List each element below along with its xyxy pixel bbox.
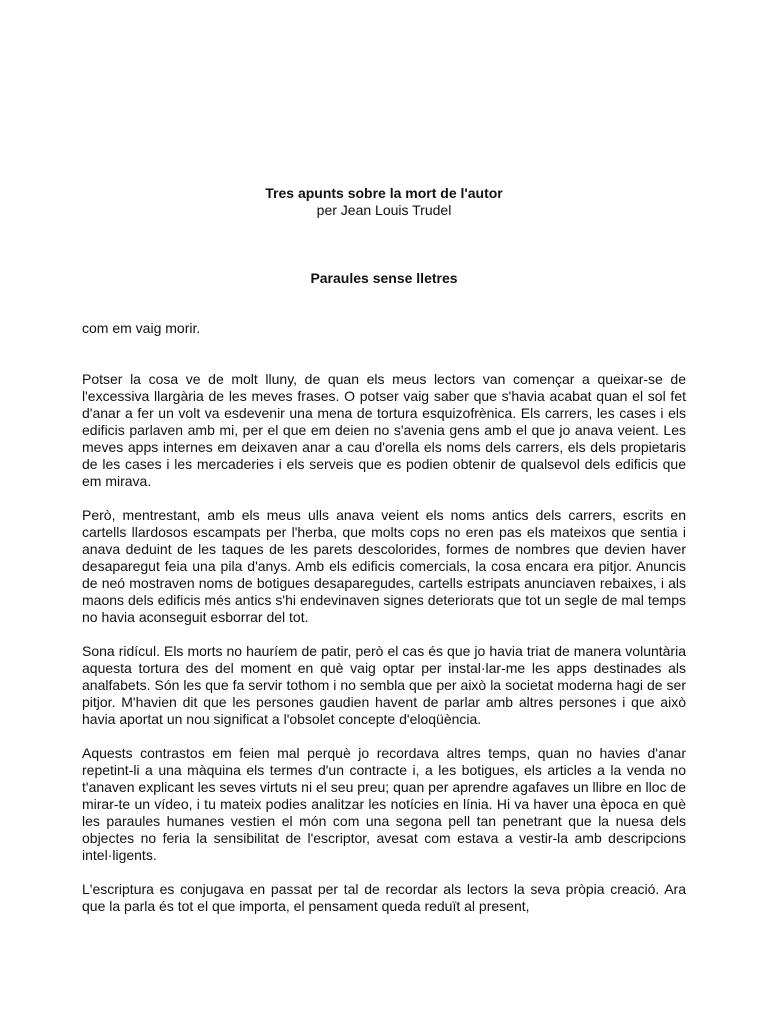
paragraph-2: Però, mentrestant, amb els meus ulls anava veient els noms antics dels carrers, escrits en cartells llardosos escampats per l'herba, que molts cops no eren pas els mateixos que sentia i anava deduint de les taques de les parets descolorides, formes de nombres que devien haver desaparegut feia una pila d'anys. Amb els edificis comercials, la cosa encara era pitjor. Anuncis de neó mostraven noms de botigues desaparegudes, cartells estripats anunciaven rebaixes, i als maons dels edificis més antics s'hi endevinaven signes deteriorats que tot un segle de mal temps no havia aconseguit esborrar del tot. (82, 507, 686, 625)
document-author: per Jean Louis Trudel (316, 202, 452, 218)
document-page (82, 185, 686, 914)
paragraph-3: Sona ridícul. Els morts no hauríem de patir, però el cas és que jo havia triat de manera voluntària aquesta tortura des del moment en què vaig optar per instal·lar-me les apps destinades als analfabets. Són les que fa servir tothom i no sembla que per això la societat moderna hagi de ser pitjor. M'havien dit que les persones gaudien havent de parlar amb altres persones i que això havia aportat un nou significat a l'obsolet concepte d'eloqüència. (82, 643, 686, 727)
paragraph-1: Potser la cosa ve de molt lluny, de quan els meus lectors van començar a queixar-se de l'excessiva llargària de les meves frases. O potser vaig saber que s'havia acabat quan el sol fet d'anar a fer un volt va esdevenir una mena de tortura esquizofrènica. Els carrers, les cases i els edificis parlaven amb mi, per el que em deien no s'avenia gens amb el que jo anava veient. Les meves apps internes em deixaven anar a cau d'orella els noms dels carrers, els dels propietaris de les cases i les mercaderies i els serveis que es podien obtenir de qualsevol dels edificis que em mirava. (82, 371, 686, 489)
document-title: Tres apunts sobre la mort de l'autor (265, 185, 503, 201)
opening-line: com em vaig morir. (82, 320, 201, 336)
paragraph-4: Aquests contrastos em feien mal perquè jo recordava altres temps, quan no havies d'anar repetint-li a una màquina els termes d'un contracte i, a les botigues, els articles a la venda no t'anaven explicant les seves virtuts ni el seu preu; quan per aprendre agafaves un llibre en lloc de mirar-te un vídeo, i tu mateix podies analitzar les notícies en línia. Hi va haver una època en què les paraules humanes vestien el món com una segona pell tan penetrant que la nuesa dels objectes no feria la sensibilitat de l'escriptor, avesat com estava a vestir-la amb descripcions intel·ligents. (82, 745, 686, 863)
section-title: Paraules sense lletres (310, 270, 458, 286)
paragraph-5: L'escriptura es conjugava en passat per tal de recordar als lectors la seva pròpia creació. Ara que la parla és tot el que importa, el pensament queda reduït al present, (82, 881, 686, 914)
body-text (82, 320, 686, 932)
